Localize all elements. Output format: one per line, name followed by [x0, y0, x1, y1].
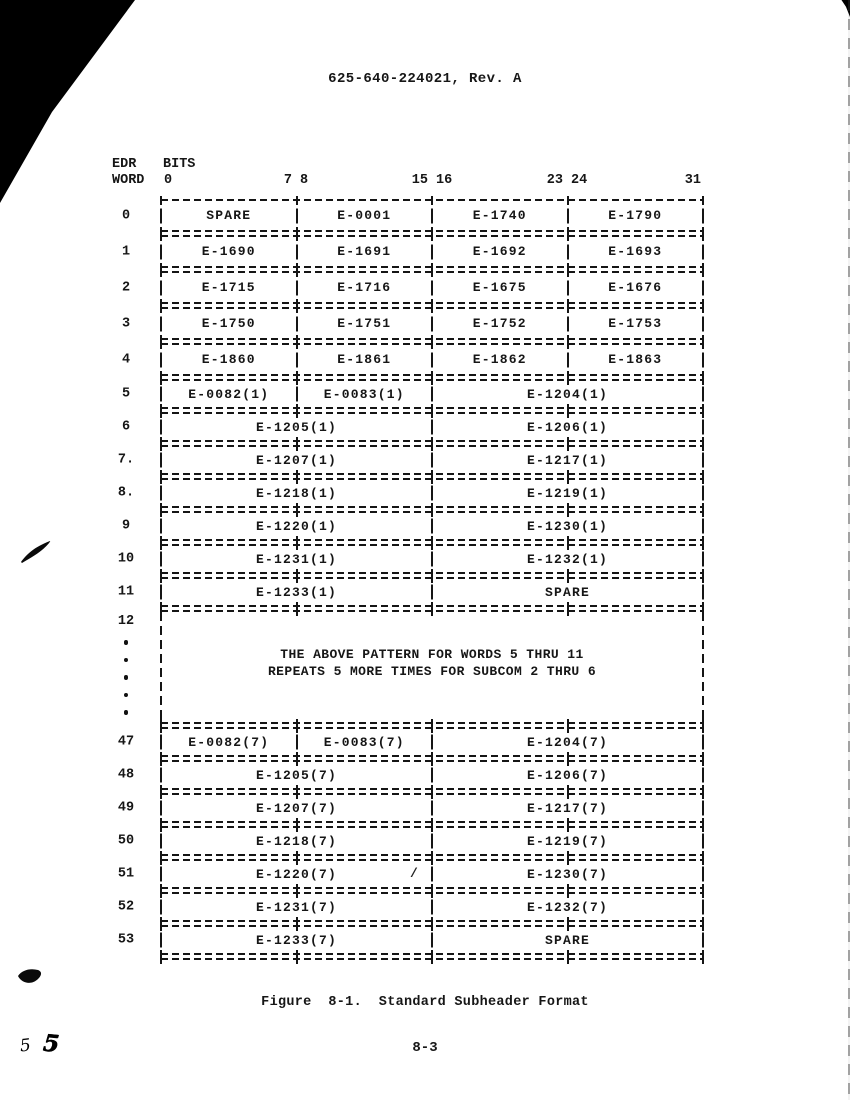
table-cell: E-1231(7)	[255, 899, 337, 915]
table-row	[117, 925, 703, 955]
cell-pipe	[431, 280, 433, 295]
table-cell: E-1676	[608, 280, 663, 295]
table-cell: E-1233(1)	[255, 584, 337, 600]
cell-pipe	[431, 933, 433, 948]
table-row	[117, 727, 703, 757]
cell-pipe	[431, 735, 433, 750]
table-cell: E-0083(1)	[323, 386, 405, 402]
word-label: 10	[117, 551, 135, 567]
cell-pipe	[431, 208, 433, 223]
table-cell: E-1752	[472, 316, 527, 331]
word-label: 12	[117, 614, 135, 629]
cell-pipe	[702, 867, 704, 882]
table-cell: E-0082(7)	[188, 734, 270, 750]
cell-pipe	[160, 453, 162, 468]
cell-pipe	[160, 933, 162, 948]
table-cell: E-1863	[608, 352, 663, 367]
table-cell: SPARE	[544, 932, 590, 948]
dot	[124, 710, 129, 715]
table-cell: E-1230(1)	[526, 518, 608, 534]
table-row	[121, 271, 703, 304]
cell-pipe	[160, 420, 162, 435]
table-row	[117, 544, 703, 574]
row-body	[161, 273, 703, 302]
word-label: 8.	[117, 485, 135, 501]
page-number: 8-3	[412, 1040, 438, 1056]
table-row	[117, 859, 703, 889]
row-body	[161, 309, 703, 338]
cell-pipe	[702, 244, 704, 259]
cell-pipe	[567, 208, 569, 223]
table-row	[121, 235, 703, 268]
cell-pipe	[431, 486, 433, 501]
cell-pipe	[431, 244, 433, 259]
cell-pipe	[702, 352, 704, 367]
cell-pipe	[702, 453, 704, 468]
table-row	[117, 610, 703, 724]
cell-pipe	[702, 768, 704, 783]
table-cell: E-1204(7)	[526, 734, 608, 750]
word-label: 0	[121, 208, 131, 223]
table-cell: E-1740	[472, 208, 527, 223]
word-label: 6	[121, 419, 131, 435]
table-cell: E-1233(7)	[255, 932, 337, 948]
word-label: 11	[117, 584, 135, 600]
row-body	[161, 612, 703, 722]
table-cell: E-1204(1)	[526, 386, 608, 402]
cell-pipe	[431, 900, 433, 915]
cell-pipe	[160, 552, 162, 567]
word-label: 3	[121, 316, 131, 331]
table-cell: E-1693	[608, 244, 663, 259]
cell-pipe	[431, 352, 433, 367]
table-row	[121, 199, 703, 232]
cell-pipe	[160, 585, 162, 600]
cell-pipe	[431, 552, 433, 567]
table-row	[117, 478, 703, 508]
table-cell: E-1217(1)	[526, 452, 608, 468]
bit-ticks-row	[161, 173, 703, 190]
table-cell: E-0001	[337, 208, 392, 223]
cell-pipe	[431, 867, 433, 882]
bit-tick-23-24: 23 24	[546, 173, 588, 188]
document-number: 625-640-224021, Rev. A	[328, 71, 522, 87]
dot	[124, 675, 129, 680]
column-tick	[160, 955, 162, 964]
word-label: 5	[121, 386, 131, 402]
repeat-note-line: THE ABOVE PATTERN FOR WORDS 5 THRU 11	[280, 647, 584, 662]
table-cell: E-1219(7)	[526, 833, 608, 849]
word-label: 52	[117, 899, 135, 915]
cell-pipe	[431, 801, 433, 816]
cell-pipe	[296, 208, 298, 223]
cell-pipe	[160, 519, 162, 534]
cell-pipe	[296, 735, 298, 750]
cell-pipe	[296, 244, 298, 259]
ink-blob-artifact	[17, 968, 45, 987]
cell-pipe	[160, 486, 162, 501]
note-box-right-border	[702, 612, 704, 722]
cell-pipe	[296, 280, 298, 295]
dot	[124, 640, 129, 645]
table-cell: E-1692	[472, 244, 527, 259]
cell-pipe	[160, 735, 162, 750]
table-cell: E-1232(1)	[526, 551, 608, 567]
word-label: 50	[117, 833, 135, 849]
table-cell: E-1206(7)	[526, 767, 608, 783]
cell-pipe	[702, 834, 704, 849]
cell-pipe	[702, 316, 704, 331]
cell-pipe	[702, 420, 704, 435]
table-row	[121, 343, 703, 376]
table-row	[121, 511, 703, 541]
row-body	[161, 201, 703, 230]
table-cell: E-1205(7)	[255, 767, 337, 783]
column-tick	[567, 955, 569, 964]
cell-pipe	[702, 735, 704, 750]
table-row	[117, 577, 703, 607]
word-label: 53	[117, 932, 135, 948]
cell-pipe	[160, 801, 162, 816]
repeat-note-line: REPEATS 5 MORE TIMES FOR SUBCOM 2 THRU 6	[267, 664, 597, 679]
figure-caption: Figure 8-1. Standard Subheader Format	[261, 995, 589, 1010]
table-row	[117, 793, 703, 823]
table-row	[121, 412, 703, 442]
cell-pipe	[702, 387, 704, 402]
handwritten-page-mark	[20, 1030, 59, 1057]
dot	[124, 693, 129, 698]
table-cell: E-1230(7)	[526, 866, 608, 882]
column-tick	[702, 955, 704, 964]
bit-tick-31: 31	[684, 173, 701, 188]
cell-pipe	[431, 420, 433, 435]
cell-pipe	[567, 352, 569, 367]
word-label: 2	[121, 280, 131, 295]
cell-pipe	[296, 316, 298, 331]
subheader-format-table	[117, 199, 703, 960]
cell-pipe	[431, 768, 433, 783]
cell-pipe	[702, 519, 704, 534]
table-cell: E-1690	[201, 244, 256, 259]
table-cell: E-1860	[201, 352, 256, 367]
cell-pipe	[431, 834, 433, 849]
cell-pipe	[160, 834, 162, 849]
table-cell: E-1232(7)	[526, 899, 608, 915]
cell-pipe	[567, 316, 569, 331]
table-cell: E-0083(7)	[323, 734, 405, 750]
table-cell: SPARE	[206, 208, 252, 223]
table-cell: E-1218(7)	[255, 833, 337, 849]
bit-tick-7-8: 7 8	[283, 173, 309, 188]
table-cell: E-1219(1)	[526, 485, 608, 501]
cell-pipe	[160, 867, 162, 882]
cell-pipe	[702, 486, 704, 501]
cell-pipe	[702, 585, 704, 600]
column-tick	[296, 955, 298, 964]
cell-pipe	[702, 208, 704, 223]
cell-pipe	[702, 801, 704, 816]
table-cell: E-1862	[472, 352, 527, 367]
dot	[124, 658, 129, 663]
table-cell: E-1675	[472, 280, 527, 295]
cell-pipe	[431, 453, 433, 468]
cell-pipe	[160, 387, 162, 402]
table-cell: E-1206(1)	[526, 419, 608, 435]
word-label: 51	[117, 866, 135, 882]
cell-pipe	[702, 933, 704, 948]
cell-pipe	[296, 387, 298, 402]
cell-pipe	[702, 552, 704, 567]
table-cell: E-1231(1)	[255, 551, 337, 567]
cell-pipe	[431, 519, 433, 534]
table-cell: E-0082(1)	[188, 386, 270, 402]
cell-pipe	[160, 244, 162, 259]
column-tick	[431, 955, 433, 964]
table-cell: E-1751	[337, 316, 392, 331]
word-label: 7.	[117, 452, 135, 468]
word-label: 47	[117, 734, 135, 750]
cell-pipe	[160, 900, 162, 915]
table-cell: E-1691	[337, 244, 392, 259]
table-cell: E-1205(1)	[255, 419, 337, 435]
table-cell: E-1716	[337, 280, 392, 295]
word-label: 4	[121, 352, 131, 367]
stray-slash-artifact: /	[410, 866, 418, 881]
table-cell: E-1220(1)	[255, 518, 337, 534]
bits-label: BITS	[163, 157, 196, 172]
cell-pipe	[160, 768, 162, 783]
cell-pipe	[160, 352, 162, 367]
cell-pipe	[431, 585, 433, 600]
word-label: 49	[117, 800, 135, 816]
table-cell: E-1207(1)	[255, 452, 337, 468]
note-box-left-border	[160, 612, 162, 722]
bit-tick-15-16: 15 16	[411, 173, 453, 188]
handwritten-digit: 5	[18, 1035, 32, 1057]
cell-pipe	[567, 280, 569, 295]
word-ellipsis-dots	[103, 640, 149, 715]
table-row	[117, 892, 703, 922]
edr-word-column-header	[112, 157, 144, 189]
ink-blob-artifact	[19, 539, 53, 567]
table-cell: E-1753	[608, 316, 663, 331]
cell-pipe	[702, 280, 704, 295]
cell-pipe	[160, 316, 162, 331]
table-cell: E-1861	[337, 352, 392, 367]
table-row	[117, 760, 703, 790]
word-label-header: WORD	[112, 173, 145, 188]
table-cell: E-1217(7)	[526, 800, 608, 816]
cell-pipe	[431, 387, 433, 402]
table-row	[121, 379, 703, 409]
table-row	[117, 445, 703, 475]
dashed-line	[161, 958, 703, 960]
table-cell: E-1790	[608, 208, 663, 223]
cell-pipe	[567, 244, 569, 259]
cell-pipe	[160, 280, 162, 295]
row-body	[161, 237, 703, 266]
cell-pipe	[296, 352, 298, 367]
handwritten-digit: 5	[41, 1029, 61, 1058]
row-body	[161, 345, 703, 374]
table-cell: E-1715	[201, 280, 256, 295]
bit-tick-0: 0	[164, 173, 173, 188]
word-label: 1	[121, 244, 131, 259]
edr-label: EDR	[112, 157, 137, 172]
cell-pipe	[160, 208, 162, 223]
table-cell: E-1750	[201, 316, 256, 331]
word-label: 9	[121, 518, 131, 534]
word-label: 48	[117, 767, 135, 783]
cell-pipe	[431, 316, 433, 331]
table-row	[121, 307, 703, 340]
table-cell: E-1220(7)	[255, 866, 337, 882]
table-cell: E-1207(7)	[255, 800, 337, 816]
table-row	[117, 826, 703, 856]
table-cell: SPARE	[544, 584, 590, 600]
table-cell: E-1218(1)	[255, 485, 337, 501]
cell-pipe	[702, 900, 704, 915]
